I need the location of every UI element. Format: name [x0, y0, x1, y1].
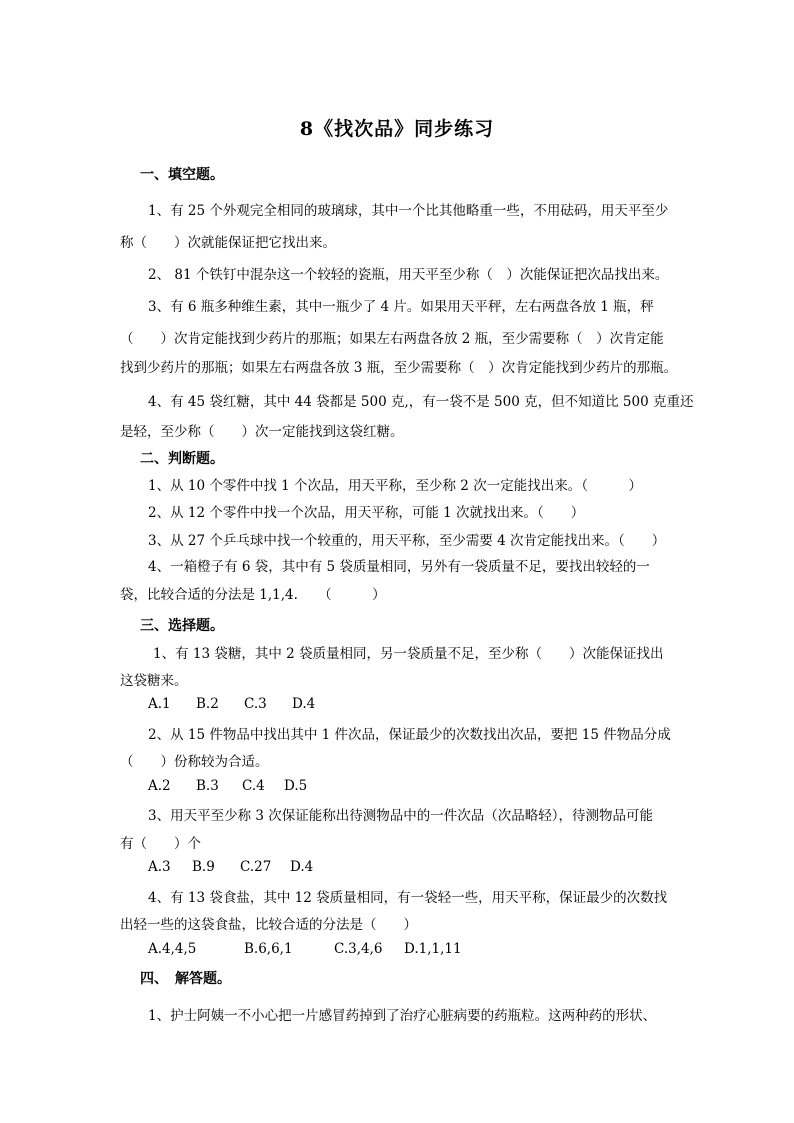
question-text: 1、有 13 袋糖，其中 2 袋质量相同，另一袋质量不足，至少称（ ）次能保证找出	[153, 646, 664, 662]
option-d: D.4	[292, 696, 316, 712]
option-c: C.3,4,6	[334, 941, 383, 957]
question-text: 4、有 45 袋红糖，其中 44 袋都是 500 克,，有一袋不是 500 克，但不知道比 500 克重还	[148, 394, 694, 410]
question-text: 2、从 12 个零件中找一个次品，用天平称，可能 1 次就找出来。（ ）	[148, 505, 585, 521]
question-text: 1、从 10 个零件中找 1 个次品，用天平称，至少称 2 次一定能找出来。（ ）	[148, 478, 642, 494]
question-text: 1、护士阿姨一不小心把一片感冒药掉到了治疗心脏病要的药瓶粒。这两种药的形状、	[148, 1008, 657, 1024]
answer-options	[148, 941, 462, 957]
question-text: 1、有 25 个外观完全相同的玻璃球，其中一个比其他略重一些，不用砝码，用天平至少	[148, 203, 669, 219]
page-title: 8《找次品》同步练习	[299, 118, 495, 140]
section-heading-fill-blank: 一、填空题。	[140, 167, 224, 183]
option-d: D.5	[284, 778, 308, 794]
question-text: 袋，比较合适的分法是 1,1,4. （ ）	[120, 587, 386, 603]
question-text: （ ）份称较为合适。	[120, 754, 269, 770]
section-heading-true-false: 二、判断题。	[140, 451, 224, 467]
question-text: 4、一箱橙子有 6 袋，其中有 5 袋质量相同，另外有一袋质量不足，要找出较轻的一	[148, 559, 650, 575]
question-text: 2、 81 个铁钉中混杂这一个较轻的瓷瓶，用天平至少称（ ）次能保证把次品找出来。	[148, 267, 669, 283]
option-b: B.3	[196, 778, 219, 794]
option-b: B.9	[192, 859, 215, 875]
option-a: A.1	[148, 696, 171, 712]
section-heading-multiple-choice: 三、选择题。	[140, 618, 224, 634]
option-d: D.1,1,11	[404, 941, 462, 957]
question-text: 这袋糖来。	[120, 673, 188, 689]
question-text: 找到少药片的那瓶；如果左右两盘各放 3 瓶，至少需要称（ ）次肯定能找到少药片的那瓶。	[120, 360, 678, 376]
question-text: 称（ ）次就能保证把它找出来。	[120, 235, 336, 251]
question-text: （ ）次肯定能找到少药片的那瓶；如果左右两盘各放 2 瓶，至少需要称（ ）次肯定能	[120, 331, 664, 347]
option-c: C.4	[242, 778, 265, 794]
question-text: 2、从 15 件物品中找出其中 1 件次品，保证最少的次数找出次品，要把 15 件物品分成	[148, 727, 671, 743]
question-text: 4、有 13 袋食盐，其中 12 袋质量相同，有一袋轻一些，用天平称，保证最少的次数找	[148, 890, 668, 906]
question-text: 出轻一些的这袋食盐，比较合适的分法是（ ）	[120, 917, 417, 933]
question-text: 3、从 27 个乒乓球中找一个较重的，用天平称，至少需要 4 次肯定能找出来。（ ）	[148, 533, 666, 549]
question-text: 3、用天平至少称 3 次保证能称出待测物品中的一件次品（次品略轻），待测物品可能	[148, 808, 654, 824]
option-c: C.27	[240, 859, 272, 875]
option-d: D.4	[290, 859, 314, 875]
option-a: A.2	[148, 778, 171, 794]
option-a: A.3	[148, 859, 171, 875]
answer-options	[148, 696, 315, 712]
section-heading-problem-solving: 四、 解答题。	[140, 971, 231, 987]
question-text: 3、有 6 瓶多种维生素，其中一瓶少了 4 片。如果用天平秤，左右两盘各放 1 瓶，秤	[148, 299, 654, 315]
question-text: 有（ ）个	[120, 836, 201, 852]
answer-options	[148, 859, 313, 875]
option-b: B.2	[196, 696, 219, 712]
option-b: B.6,6,1	[244, 941, 293, 957]
answer-options	[148, 778, 307, 794]
question-text: 是轻，至少称（ ）次一定能找到这袋红糖。	[120, 424, 404, 440]
option-a: A.4,4,5	[148, 941, 197, 957]
option-c: C.3	[244, 696, 267, 712]
